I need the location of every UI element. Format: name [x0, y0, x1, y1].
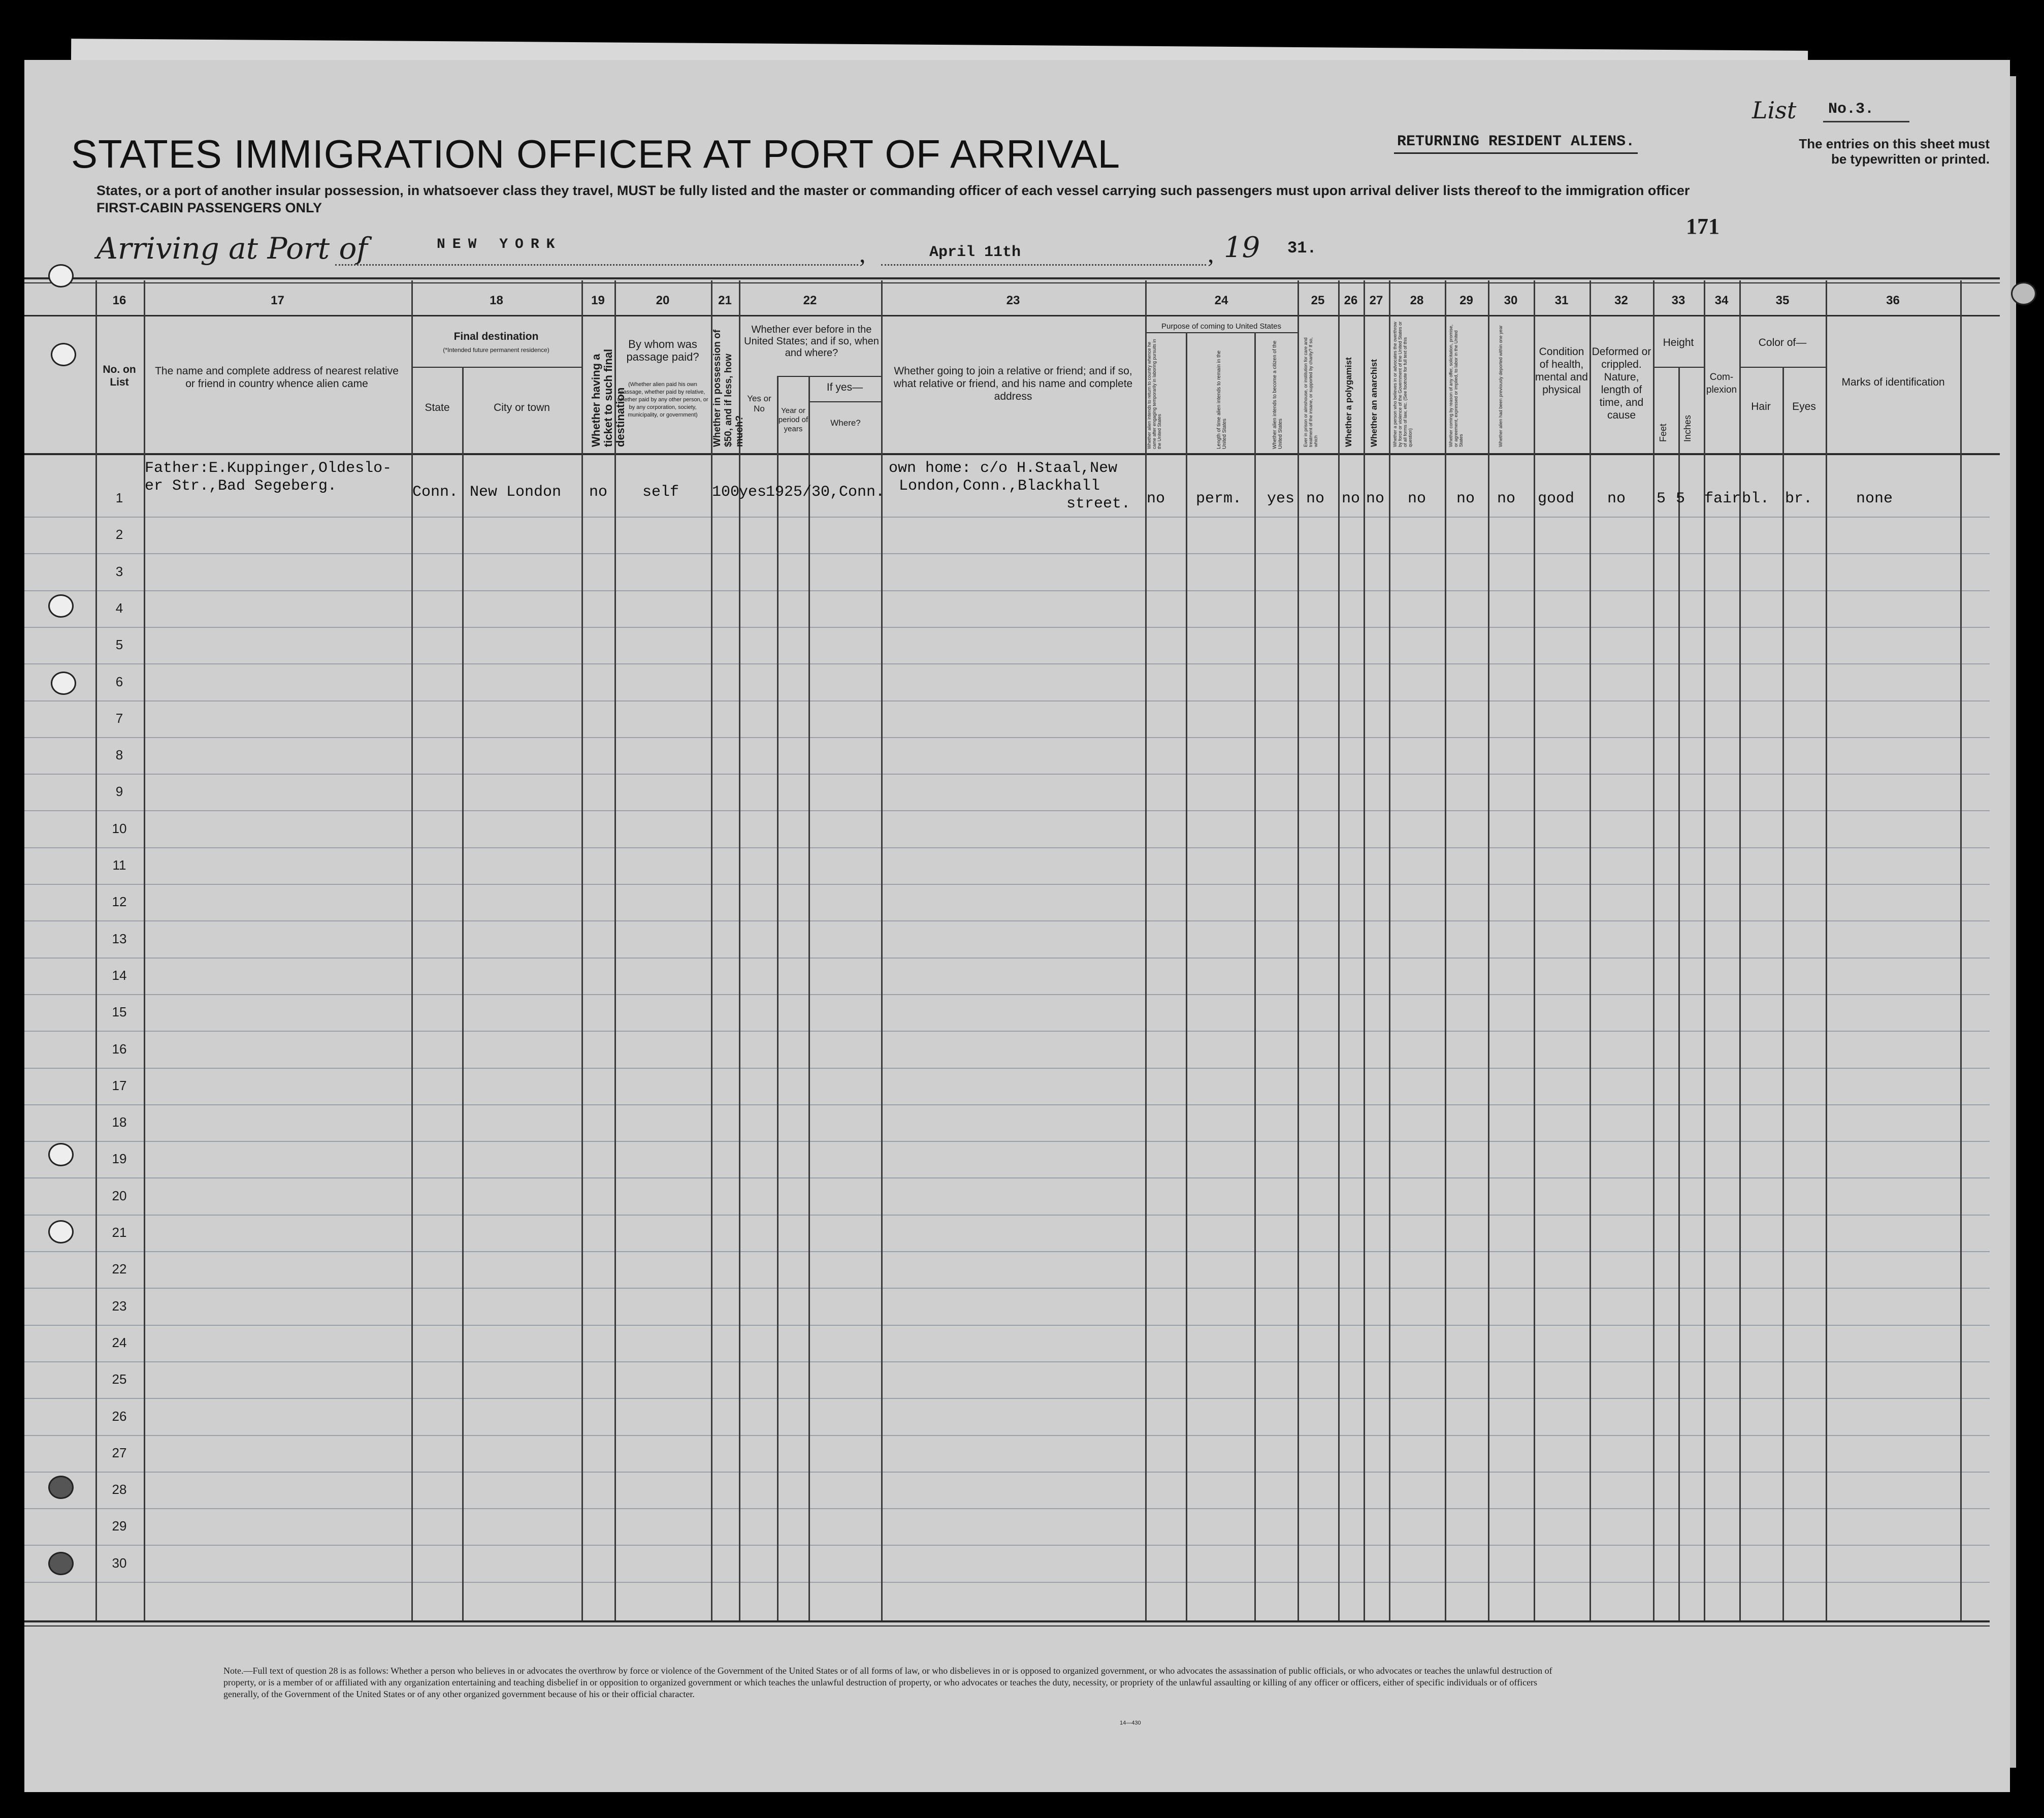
- column-line: [1297, 280, 1299, 1620]
- colnum-23: 23: [1006, 294, 1020, 307]
- row-number: 26: [112, 1408, 127, 1424]
- entry-join-line2: London,Conn.,Blackhall: [899, 477, 1100, 495]
- header-purpose-b: Length of time alien intends to remain in the United States: [1216, 350, 1227, 449]
- entry-money: 100: [712, 484, 740, 501]
- row-number: 19: [112, 1151, 127, 1167]
- row-rule: [24, 1031, 1990, 1032]
- table-bottom-rule-2: [24, 1625, 1990, 1626]
- row-rule: [24, 737, 1990, 738]
- punch-hole: [51, 672, 76, 695]
- colnum-29: 29: [1459, 294, 1473, 307]
- entry-hair: bl.: [1742, 490, 1770, 507]
- entry-q29: no: [1456, 490, 1475, 507]
- header-anarchist: Whether an anarchist: [1369, 359, 1379, 447]
- entry-where: ,Conn.: [830, 484, 885, 501]
- row-number: 4: [115, 600, 123, 616]
- row-rule: [24, 1508, 1990, 1509]
- entry-ever-before: yes: [739, 484, 767, 501]
- column-line: [1960, 280, 1962, 1620]
- row-rule: [24, 590, 1990, 591]
- punch-hole: [48, 1143, 74, 1166]
- colnum-21: 21: [718, 294, 732, 307]
- comma-separator: ,: [859, 239, 866, 268]
- header-passage-note: (Whether alien paid his own passage, whether paid by relative, whether paid by any other person, or by any corporation, society, municipality, or government): [617, 381, 708, 418]
- row-number: 18: [112, 1114, 127, 1130]
- entry-polygamist: no: [1342, 490, 1360, 507]
- column-line: [1389, 280, 1390, 1620]
- page-number: 171: [1686, 214, 1719, 239]
- header-yes-no: Yes or No: [747, 394, 771, 413]
- punch-hole: [48, 1476, 74, 1499]
- row-rule: [24, 847, 1990, 848]
- colnum-19: 19: [591, 294, 605, 307]
- header-marks: Marks of identification: [1841, 376, 1945, 388]
- row-number: 23: [112, 1298, 127, 1314]
- arriving-label: Arriving at Port of: [96, 231, 368, 266]
- header-color-of: Color of—: [1758, 337, 1807, 348]
- header-purpose-c: Whether alien intends to become a citizen of the United States: [1272, 340, 1283, 449]
- header-q28: Whether a person who believes in or advocates the overthrow by force or violence of the Government of the United States or of all forms of law, etc. (See footnote for full text of this question): [1392, 321, 1413, 447]
- column-line: [1445, 280, 1446, 1620]
- row-rule: [24, 663, 1990, 664]
- row-number: 30: [112, 1555, 127, 1571]
- year-value: 31.: [1287, 239, 1317, 258]
- header-inches: Inches: [1682, 414, 1693, 442]
- colnum-36: 36: [1886, 294, 1900, 307]
- header-ever-before: Whether ever before in the United States; and if so, when and where?: [744, 324, 879, 359]
- entry-feet: 5: [1657, 490, 1666, 507]
- row-rule: [24, 700, 1990, 701]
- column-line: [614, 280, 616, 1620]
- page-title: STATES IMMIGRATION OFFICER AT PORT OF ARRIVAL: [71, 132, 1121, 176]
- entry-relative-line2: er Str.,Bad Segeberg.: [145, 477, 337, 495]
- port-value: NEW YORK: [437, 237, 562, 252]
- instructions: [96, 182, 1975, 216]
- row-number: 10: [112, 820, 127, 836]
- returning-resident-label: RETURNING RESIDENT ALIENS.: [1394, 133, 1638, 154]
- header-state: State: [425, 402, 450, 413]
- entry-prison: no: [1306, 490, 1325, 507]
- entry-join-line3: street.: [1066, 495, 1131, 513]
- header-eyes: Eyes: [1792, 401, 1816, 412]
- row-rule: [24, 1435, 1990, 1436]
- header-where: Where?: [830, 418, 861, 428]
- list-label: List: [1752, 97, 1797, 124]
- entry-q28: no: [1408, 490, 1426, 507]
- column-line: [411, 280, 413, 1620]
- row-number: 20: [112, 1188, 127, 1203]
- row-number: 14: [112, 967, 127, 983]
- header-if-yes: If yes—: [826, 381, 863, 393]
- row-number: 13: [112, 931, 127, 946]
- column-line: [581, 280, 583, 1620]
- if-yes-subrule: [777, 376, 881, 377]
- entry-join-line1: own home: c/o H.Staal,New: [889, 460, 1118, 477]
- header-ticket: Whether having a ticket to such final destination: [590, 348, 627, 447]
- row-number: 17: [112, 1077, 127, 1093]
- row-rule: [24, 1251, 1990, 1252]
- row-rule: [24, 810, 1990, 811]
- header-join-relative: Whether going to join a relative or friend; and if so, what relative or friend, and his name and complete address: [893, 365, 1133, 402]
- table-top-rule: [24, 277, 2000, 279]
- destination-subrule: [411, 367, 581, 368]
- row-rule: [24, 994, 1990, 995]
- entry-eyes: br.: [1785, 490, 1813, 507]
- column-line: [808, 376, 810, 1620]
- footnote: Note.—Full text of question 28 is as follows: Whether a person who believes in or advocates the overthrow by force or violence of the Government of the United States or of all forms of law, or who disbelieves in or is opposed to organized government, or who advocates the assassination of public officials, or who advocates or teaches the unlawful destruction of property, or is a member of or affiliated with any organization entertaining and teaching disbelief in or opposition to organized government or which teaches the unlawful destruction of property, or who advocates or teaches the duty, necessity, or propriety of the unlawful assaulting or killing of any officer or officers, either of specific individuals or of officers generally, of the Government of the United States or of any other organized government because of his or their official character.: [223, 1666, 1552, 1699]
- row-rule: [24, 958, 1990, 959]
- entry-purpose-b: perm.: [1196, 490, 1242, 507]
- column-line: [1364, 280, 1365, 1620]
- header-height: Height: [1663, 337, 1694, 348]
- row-number: 5: [115, 637, 123, 653]
- manifest-sheet: [24, 60, 2010, 1792]
- entry-ticket: no: [589, 484, 608, 501]
- row-rule: [24, 1582, 1990, 1583]
- row-rule: [24, 1141, 1990, 1142]
- colnum-24: 24: [1214, 294, 1228, 307]
- punch-hole: [2011, 282, 2036, 305]
- punch-hole: [48, 1552, 74, 1575]
- colnum-22: 22: [803, 294, 817, 307]
- row-number: 29: [112, 1518, 127, 1534]
- row-rule: [24, 553, 1990, 554]
- colnum-26: 26: [1344, 294, 1358, 307]
- column-line: [1782, 367, 1784, 1620]
- punch-hole: [48, 264, 74, 288]
- entry-purpose-a: no: [1147, 490, 1165, 507]
- column-line: [777, 376, 778, 1620]
- row-rule: [24, 1215, 1990, 1216]
- list-number: No.3.: [1828, 101, 1874, 118]
- first-cabin-label: FIRST-CABIN PASSENGERS ONLY: [96, 200, 322, 215]
- header-city: City or town: [494, 402, 550, 413]
- row-number: 1: [115, 490, 123, 505]
- column-line: [1534, 280, 1535, 1620]
- row-rule: [24, 1361, 1990, 1362]
- header-q29: Whether coming by reason of any offer, solicitation, promise, or agreement, expressed or implied, to labor in the United States: [1448, 325, 1464, 447]
- date-value: April 11th: [929, 244, 1021, 261]
- header-feet: Feet: [1658, 423, 1668, 442]
- colnum-18: 18: [490, 294, 503, 307]
- colnum-17: 17: [271, 294, 284, 307]
- entry-anarchist: no: [1366, 490, 1385, 507]
- entry-health: good: [1538, 490, 1575, 507]
- colnum-35: 35: [1775, 294, 1790, 307]
- port-line: [335, 264, 858, 266]
- comma-separator-2: ,: [1208, 239, 1214, 268]
- typewritten-note-line1: The entries on this sheet must: [1799, 136, 1990, 151]
- year-where-subrule: [808, 401, 881, 402]
- row-rule: [24, 1398, 1990, 1399]
- row-rule: [24, 517, 1990, 518]
- entry-passage: self: [642, 484, 679, 501]
- row-rule: [24, 884, 1990, 885]
- header-health: Condition of health, mental and physical: [1535, 346, 1588, 396]
- row-number: 24: [112, 1334, 127, 1350]
- entry-purpose-c: yes: [1267, 490, 1295, 507]
- header-deformed: Deformed or crippled. Nature, length of time, and cause: [1592, 346, 1651, 421]
- header-complexion: Com-plexion: [1706, 372, 1737, 395]
- entry-inches: 5: [1676, 490, 1685, 507]
- column-line: [1254, 332, 1256, 1620]
- row-rule: [24, 774, 1990, 775]
- column-line: [881, 280, 883, 1620]
- header-purpose: Purpose of coming to United States: [1161, 322, 1281, 331]
- table-bottom-rule: [24, 1620, 1990, 1622]
- header-relative: The name and complete address of nearest relative or friend in country whence alien came: [155, 365, 399, 390]
- colnum-32: 32: [1614, 294, 1628, 307]
- entry-q30: no: [1497, 490, 1516, 507]
- typewritten-note: [1705, 136, 1990, 167]
- header-prison: Ever in prison or almshouse, or institution for care and treatment of the insane, or supported by charity? If so, which: [1303, 337, 1318, 447]
- entry-years: 1925/30: [766, 484, 830, 501]
- header-purpose-a: Whether alien intends to return to country whence he came after engaging temporarily in laboring pursuits in the United States: [1147, 339, 1162, 449]
- colnum-20: 20: [656, 294, 670, 307]
- row-rule: [24, 1325, 1990, 1326]
- row-number: 3: [115, 563, 123, 579]
- colnum-16: 16: [112, 294, 126, 307]
- colnum-34: 34: [1714, 294, 1729, 307]
- header-year-period: Year or period of years: [778, 406, 808, 433]
- entry-marks: none: [1856, 490, 1893, 507]
- punch-hole: [48, 594, 74, 618]
- colnum-27: 27: [1369, 294, 1383, 307]
- colnum-28: 28: [1410, 294, 1424, 307]
- column-line: [1826, 280, 1827, 1620]
- list-number-rule: [1823, 121, 1909, 122]
- row-number: 7: [115, 710, 123, 726]
- entry-city: New London: [470, 484, 562, 501]
- row-number: 11: [112, 857, 126, 873]
- column-line: [1589, 280, 1591, 1620]
- column-line: [1145, 280, 1147, 1620]
- row-number: 16: [112, 1041, 127, 1057]
- punch-hole: [51, 343, 76, 366]
- typewritten-note-line2: be typewritten or printed.: [1831, 151, 1990, 167]
- row-number: 12: [112, 894, 127, 910]
- form-number: 14—430: [1120, 1720, 1141, 1726]
- column-line: [1678, 367, 1680, 1620]
- row-number: 21: [112, 1225, 127, 1240]
- row-rule: [24, 1068, 1990, 1069]
- row-number: 8: [115, 747, 123, 763]
- column-line: [1653, 280, 1654, 1620]
- header-hair: Hair: [1751, 401, 1771, 412]
- column-line: [1488, 280, 1489, 1620]
- entry-deformed: no: [1607, 490, 1626, 507]
- year-prefix: 19: [1224, 231, 1260, 264]
- column-line: [1739, 280, 1741, 1620]
- row-number: 27: [112, 1445, 127, 1460]
- entry-relative-line1: Father:E.Kuppinger,Oldeslo-: [145, 460, 392, 477]
- instructions-text: States, or a port of another insular possession, in whatsoever class they travel, MUST be fully listed and the master or commanding officer of each vessel carrying such passengers must upon arrival deliver lists thereof to the immigration officer: [96, 183, 1690, 198]
- header-final-destination: Final destination: [453, 331, 539, 342]
- colnum-33: 33: [1671, 294, 1685, 307]
- column-line: [711, 280, 712, 1620]
- colnum-30: 30: [1504, 294, 1518, 307]
- row-number: 2: [115, 527, 123, 543]
- row-rule: [24, 1177, 1990, 1178]
- row-number: 15: [112, 1004, 127, 1020]
- row-number: 6: [115, 674, 123, 689]
- row-rule: [24, 1545, 1990, 1546]
- row-rule: [24, 1288, 1990, 1289]
- column-line: [1704, 280, 1705, 1620]
- header-final-destination-note: (*Intended future permanent residence): [443, 346, 549, 354]
- colnum-31: 31: [1554, 294, 1569, 307]
- row-number: 28: [112, 1482, 127, 1497]
- header-passage: By whom was passage paid?: [626, 338, 699, 363]
- entry-complexion: fair: [1704, 490, 1741, 507]
- row-rule: [24, 627, 1990, 628]
- row-rule: [24, 920, 1990, 921]
- row-number: 22: [112, 1261, 127, 1277]
- header-money: Whether in possession of $50, and if less, how much?: [712, 329, 745, 447]
- date-line: [881, 264, 1206, 266]
- column-line: [739, 280, 740, 1620]
- row-number: 9: [115, 784, 123, 800]
- header-q30: Whether alien had been previously deported within one year: [1498, 325, 1503, 447]
- column-line: [1338, 280, 1340, 1620]
- column-line: [462, 367, 464, 1620]
- header-polygamist: Whether a polygamist: [1344, 357, 1353, 447]
- header-no-on-list: No. on List: [103, 364, 136, 388]
- row-rule: [24, 1472, 1990, 1473]
- column-line: [1186, 332, 1187, 1620]
- row-number: 25: [112, 1372, 127, 1387]
- colnum-25: 25: [1311, 294, 1325, 307]
- punch-hole: [48, 1220, 74, 1243]
- entry-state: Conn.: [412, 484, 459, 501]
- row-rule: [24, 1104, 1990, 1105]
